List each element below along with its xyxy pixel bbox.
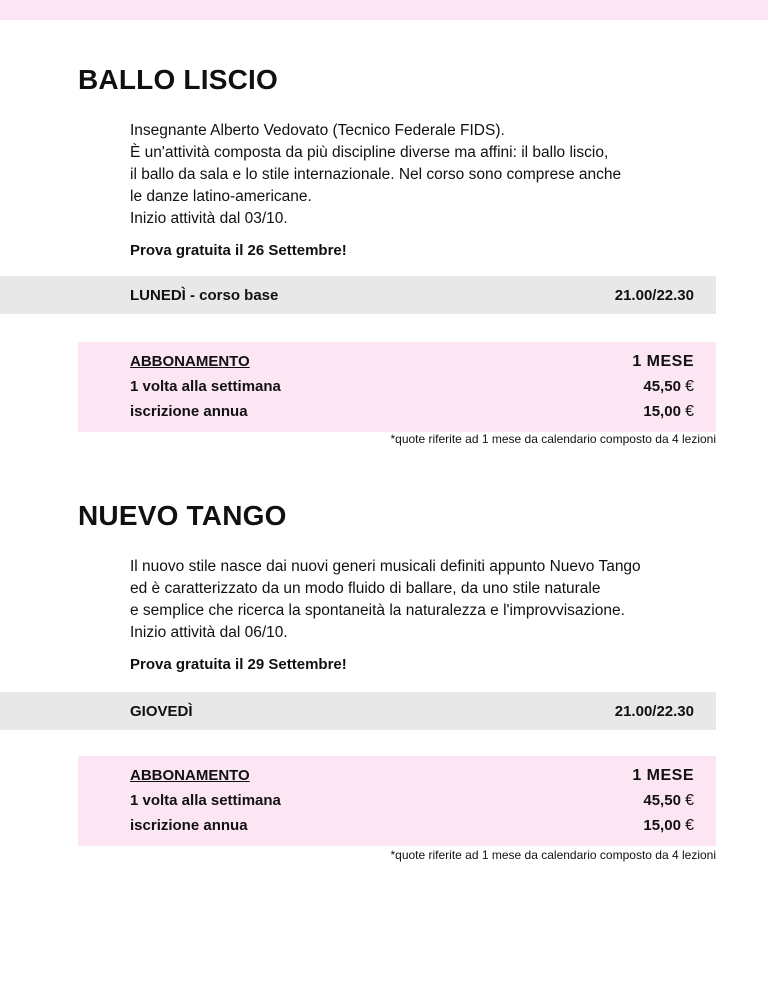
frequency-label: 1 volta alla settimana bbox=[130, 792, 281, 809]
currency-symbol: € bbox=[685, 378, 694, 395]
schedule-time: 21.00/22.30 bbox=[614, 703, 694, 720]
description-line: Inizio attività dal 03/10. bbox=[130, 210, 288, 227]
frequency-label: 1 volta alla settimana bbox=[130, 378, 281, 395]
pricing-footnote: *quote riferite ad 1 mese da calendario composto da 4 lezioni bbox=[390, 432, 716, 446]
section-description bbox=[130, 120, 730, 230]
fee-price-cell bbox=[643, 817, 694, 835]
description-line: Il nuovo stile nasce dai nuovi generi musicali definiti appunto Nuevo Tango bbox=[130, 558, 641, 575]
description-line: È un'attività composta da più discipline diverse ma affini: il ballo liscio, bbox=[130, 144, 609, 161]
description-line: Inizio attività dal 06/10. bbox=[130, 624, 288, 641]
free-trial-note: Prova gratuita il 26 Settembre! bbox=[130, 242, 347, 259]
section-title: NUEVO TANGO bbox=[78, 500, 287, 531]
frequency-price-cell bbox=[643, 378, 694, 396]
description-line: Insegnante Alberto Vedovato (Tecnico Federale FIDS). bbox=[130, 122, 505, 139]
description-line: le danze latino-americane. bbox=[130, 188, 312, 205]
description-line: e semplice che ricerca la spontaneità la naturalezza e l'improvvisazione. bbox=[130, 602, 625, 619]
subscription-label: ABBONAMENTO bbox=[130, 767, 250, 784]
section-description bbox=[130, 556, 730, 644]
subscription-period: 1 MESE bbox=[632, 767, 694, 784]
fee-price: 15,00 bbox=[643, 403, 681, 420]
pricing-fee-row bbox=[130, 817, 694, 837]
currency-symbol: € bbox=[685, 792, 694, 809]
pricing-fee-row bbox=[130, 403, 694, 423]
schedule-bar bbox=[0, 276, 716, 314]
fee-label: iscrizione annua bbox=[130, 817, 248, 834]
currency-symbol: € bbox=[685, 817, 694, 834]
pricing-box bbox=[78, 342, 716, 432]
frequency-price-cell bbox=[643, 792, 694, 810]
pricing-frequency-row bbox=[130, 792, 694, 812]
frequency-price: 45,50 bbox=[643, 792, 681, 809]
section-title: BALLO LISCIO bbox=[78, 64, 278, 95]
pricing-header-row bbox=[130, 353, 694, 373]
currency-symbol: € bbox=[685, 403, 694, 420]
schedule-time: 21.00/22.30 bbox=[614, 287, 694, 304]
pricing-box bbox=[78, 756, 716, 846]
subscription-label: ABBONAMENTO bbox=[130, 353, 250, 370]
schedule-bar bbox=[0, 692, 716, 730]
fee-price: 15,00 bbox=[643, 817, 681, 834]
subscription-period: 1 MESE bbox=[632, 353, 694, 370]
pricing-footnote: *quote riferite ad 1 mese da calendario composto da 4 lezioni bbox=[390, 848, 716, 862]
pricing-frequency-row bbox=[130, 378, 694, 398]
pricing-header-row bbox=[130, 767, 694, 787]
schedule-day: GIOVEDÌ bbox=[130, 703, 193, 720]
description-line: ed è caratterizzato da un modo fluido di ballare, da uno stile naturale bbox=[130, 580, 601, 597]
fee-label: iscrizione annua bbox=[130, 403, 248, 420]
top-pink-band bbox=[0, 0, 768, 20]
fee-price-cell bbox=[643, 403, 694, 421]
frequency-price: 45,50 bbox=[643, 378, 681, 395]
free-trial-note: Prova gratuita il 29 Settembre! bbox=[130, 656, 347, 673]
schedule-day: LUNEDÌ - corso base bbox=[130, 287, 279, 304]
description-line: il ballo da sala e lo stile internazionale. Nel corso sono comprese anche bbox=[130, 166, 622, 183]
